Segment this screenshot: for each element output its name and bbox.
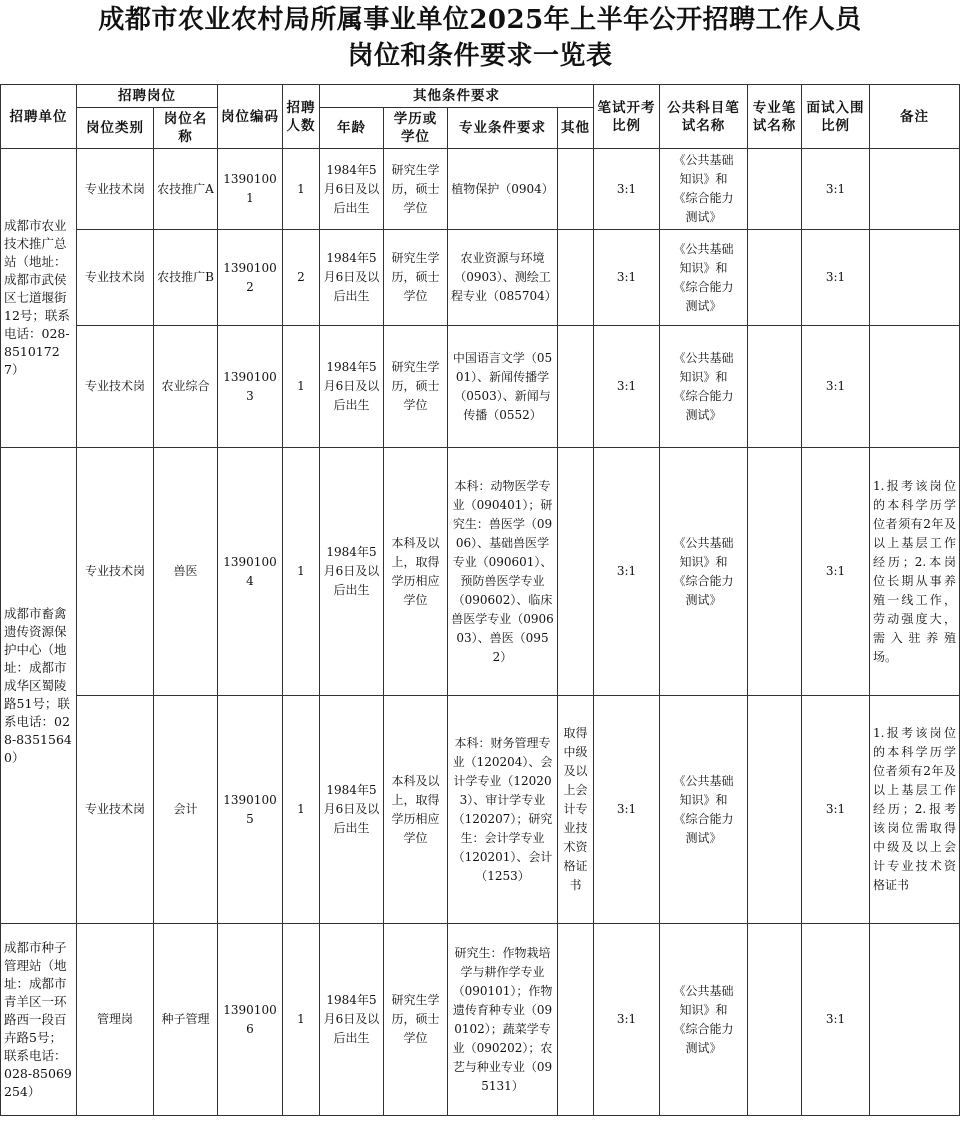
interview-ratio-cell: 3:1 xyxy=(802,696,870,924)
major-subject-cell xyxy=(748,326,802,448)
age-cell: 1984年5月6日及以后出生 xyxy=(320,149,384,230)
public-subject-cell: 《公共基础知识》和《综合能力测试》 xyxy=(660,924,748,1116)
public-subject-cell: 《公共基础知识》和《综合能力测试》 xyxy=(660,448,748,696)
post-type-cell: 专业技术岗 xyxy=(77,448,154,696)
post-name-cell: 兽医 xyxy=(154,448,218,696)
education-cell: 本科及以上，取得学历相应学位 xyxy=(384,696,448,924)
header-public-subject: 公共科目笔试名称 xyxy=(660,85,748,149)
table-row xyxy=(1,149,960,230)
post-type-cell: 管理岗 xyxy=(77,924,154,1116)
major-cell: 本科：动物医学专业（090401）；研究生：兽医学（0906）、基础兽医学专业（090601）、预防兽医学专业（090602）、临床兽医学专业（090603）、兽医（0952） xyxy=(448,448,558,696)
count-cell: 1 xyxy=(283,149,320,230)
written-ratio-cell: 3:1 xyxy=(594,696,660,924)
written-ratio-cell: 3:1 xyxy=(594,448,660,696)
major-subject-cell xyxy=(748,696,802,924)
age-cell: 1984年5月6日及以后出生 xyxy=(320,696,384,924)
header-interview-ratio: 面试入围比例 xyxy=(802,85,870,149)
unit-cell-seed-station: 成都市种子管理站（地址：成都市青羊区一环路西一段百卉路5号；联系电话：028-85069254） xyxy=(1,924,77,1116)
education-cell: 研究生学历，硕士学位 xyxy=(384,924,448,1116)
major-subject-cell xyxy=(748,448,802,696)
unit-cell-agri-tech: 成都市农业技术推广总站（地址：成都市武侯区七道堰街12号；联系电话：028-85101727） xyxy=(1,149,77,448)
post-code-cell: 13901002 xyxy=(218,230,283,326)
major-subject-cell xyxy=(748,230,802,326)
table-row xyxy=(1,448,960,696)
remark-cell xyxy=(870,326,960,448)
interview-ratio-cell: 3:1 xyxy=(802,448,870,696)
post-code-cell: 13901005 xyxy=(218,696,283,924)
age-cell: 1984年5月6日及以后出生 xyxy=(320,326,384,448)
public-subject-cell: 《公共基础知识》和《综合能力测试》 xyxy=(660,149,748,230)
header-major: 专业条件要求 xyxy=(448,108,558,149)
table-row xyxy=(1,696,960,924)
post-code-cell: 13901004 xyxy=(218,448,283,696)
remark-cell xyxy=(870,924,960,1116)
major-cell: 农业资源与环境（0903）、测绘工程专业（085704） xyxy=(448,230,558,326)
count-cell: 1 xyxy=(283,448,320,696)
education-cell: 研究生学历，硕士学位 xyxy=(384,149,448,230)
other-cell xyxy=(558,326,594,448)
header-written-ratio: 笔试开考比例 xyxy=(594,85,660,149)
post-code-cell: 13901006 xyxy=(218,924,283,1116)
interview-ratio-cell: 3:1 xyxy=(802,149,870,230)
written-ratio-cell: 3:1 xyxy=(594,924,660,1116)
header-row-1 xyxy=(1,85,960,108)
education-cell: 本科及以上，取得学历相应学位 xyxy=(384,448,448,696)
header-major-subject: 专业笔试名称 xyxy=(748,85,802,149)
major-cell: 研究生：作物栽培学与耕作学专业（090101）；作物遗传育种专业（090102）；蔬菜学专业（090202）；农艺与种业专业（095131） xyxy=(448,924,558,1116)
header-post-code: 岗位编码 xyxy=(218,85,283,149)
age-cell: 1984年5月6日及以后出生 xyxy=(320,230,384,326)
header-post-type: 岗位类别 xyxy=(77,108,154,149)
public-subject-cell: 《公共基础知识》和《综合能力测试》 xyxy=(660,696,748,924)
count-cell: 1 xyxy=(283,924,320,1116)
table-row xyxy=(1,230,960,326)
major-subject-cell xyxy=(748,149,802,230)
post-type-cell: 专业技术岗 xyxy=(77,149,154,230)
other-cell: 取得中级及以上会计专业技术资格证书 xyxy=(558,696,594,924)
header-remarks: 备注 xyxy=(870,85,960,149)
header-post-group: 招聘岗位 xyxy=(77,85,218,108)
written-ratio-cell: 3:1 xyxy=(594,149,660,230)
header-unit: 招聘单位 xyxy=(1,85,77,149)
unit-cell-livestock-genetics: 成都市畜禽遗传资源保护中心（地址：成都市成华区蜀陵路51号；联系电话：028-83515640） xyxy=(1,448,77,924)
table-row xyxy=(1,924,960,1116)
post-type-cell: 专业技术岗 xyxy=(77,326,154,448)
education-cell: 研究生学历，硕士学位 xyxy=(384,230,448,326)
post-name-cell: 农技推广A xyxy=(154,149,218,230)
post-code-cell: 13901003 xyxy=(218,326,283,448)
header-count: 招聘人数 xyxy=(283,85,320,149)
written-ratio-cell: 3:1 xyxy=(594,326,660,448)
post-type-cell: 专业技术岗 xyxy=(77,696,154,924)
interview-ratio-cell: 3:1 xyxy=(802,924,870,1116)
major-cell: 本科：财务管理专业（120204）、会计学专业（120203）、审计学专业（120207）；研究生：会计学专业（120201）、会计（1253） xyxy=(448,696,558,924)
other-cell xyxy=(558,924,594,1116)
major-cell: 中国语言文学（0501）、新闻传播学（0503）、新闻与传播（0552） xyxy=(448,326,558,448)
public-subject-cell: 《公共基础知识》和《综合能力测试》 xyxy=(660,326,748,448)
remark-cell xyxy=(870,230,960,326)
document-title xyxy=(0,0,960,74)
header-other-group: 其他条件要求 xyxy=(320,85,594,108)
other-cell xyxy=(558,448,594,696)
table-row xyxy=(1,326,960,448)
public-subject-cell: 《公共基础知识》和《综合能力测试》 xyxy=(660,230,748,326)
major-cell: 植物保护（0904） xyxy=(448,149,558,230)
recruitment-table xyxy=(0,84,960,1116)
written-ratio-cell: 3:1 xyxy=(594,230,660,326)
header-age: 年龄 xyxy=(320,108,384,149)
other-cell xyxy=(558,230,594,326)
title-line-2: 岗位和条件要求一览表 xyxy=(347,41,613,71)
remark-cell: 1.报考该岗位的本科学历学位者须有2年及以上基层工作经历；2.报考该岗位需取得中级及以上会计专业技术资格证书 xyxy=(870,696,960,924)
count-cell: 1 xyxy=(283,326,320,448)
post-name-cell: 种子管理 xyxy=(154,924,218,1116)
count-cell: 2 xyxy=(283,230,320,326)
age-cell: 1984年5月6日及以后出生 xyxy=(320,924,384,1116)
interview-ratio-cell: 3:1 xyxy=(802,326,870,448)
count-cell: 1 xyxy=(283,696,320,924)
title-line-1: 成都市农业农村局所属事业单位2025年上半年公开招聘工作人员 xyxy=(98,5,862,35)
age-cell: 1984年5月6日及以后出生 xyxy=(320,448,384,696)
major-subject-cell xyxy=(748,924,802,1116)
header-post-name: 岗位名称 xyxy=(154,108,218,149)
other-cell xyxy=(558,149,594,230)
remark-cell: 1.报考该岗位的本科学历学位者须有2年及以上基层工作经历；2.本岗位长期从事养殖一线工作，劳动强度大，需入驻养殖场。 xyxy=(870,448,960,696)
post-name-cell: 农业综合 xyxy=(154,326,218,448)
education-cell: 研究生学历，硕士学位 xyxy=(384,326,448,448)
header-education: 学历或学位 xyxy=(384,108,448,149)
post-name-cell: 农技推广B xyxy=(154,230,218,326)
interview-ratio-cell: 3:1 xyxy=(802,230,870,326)
header-other: 其他 xyxy=(558,108,594,149)
post-name-cell: 会计 xyxy=(154,696,218,924)
post-code-cell: 13901001 xyxy=(218,149,283,230)
post-type-cell: 专业技术岗 xyxy=(77,230,154,326)
remark-cell xyxy=(870,149,960,230)
